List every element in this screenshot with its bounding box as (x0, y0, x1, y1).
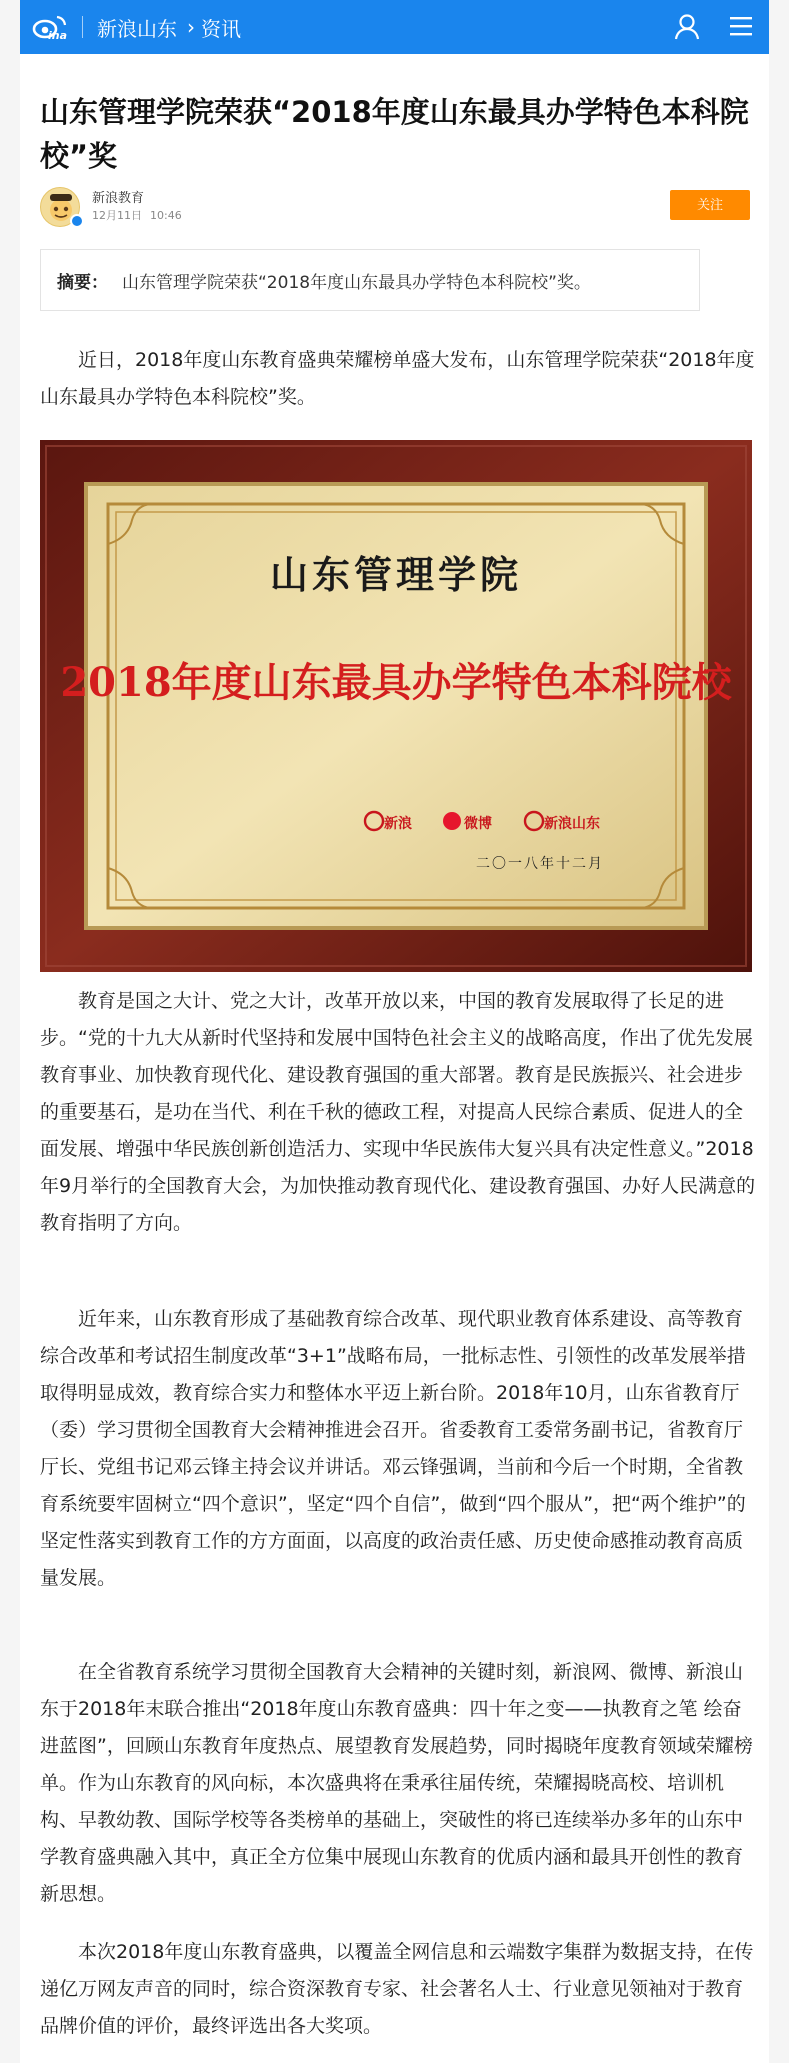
header-divider (82, 16, 83, 38)
author-name[interactable]: 新浪教育 (92, 191, 145, 206)
summary-text: 山东管理学院荣获“2018年度山东最具办学特色本科院校”奖。 (122, 272, 591, 293)
publish-time (92, 208, 182, 224)
follow-button[interactable]: 关注 (670, 190, 750, 220)
breadcrumb (97, 13, 241, 42)
paragraph-5: 本次2018年度山东教育盛典，以覆盖全网信息和云端数字集群为数据支持，在传递亿万网友声音的同时，综合资深教育专家、社会著名人士、行业意见领袖对于教育品牌价值的评价，最终评选出各大奖项。 (40, 1941, 754, 2037)
paragraph-2: 教育是国之大计、党之大计，改革开放以来，中国的教育发展取得了长足的进步。“党的十九大从新时代坚持和发展中国特色社会主义的战略高度，作出了优先发展教育事业、加快教育现代化、建设教育强国的重大部署。教育是民族振兴、社会进步的重要基石，是功在当代、利在千秋的德政工程，对提高人民综合素质、促进人的全面发展、增强中华民族创新创造活力、实现中华民族伟大复兴具有决定性意义。”2018年9月举行的全国教育大会，为加快推动教育现代化、建设教育强国、办好人民满意的教育指明了方向。 (40, 990, 756, 1234)
plaque-school: 山东管理学院 (269, 553, 523, 597)
plaque-award: 2018年度山东最具办学特色本科院校 (60, 659, 732, 706)
top-bar (20, 0, 769, 54)
paragraph-4: 在全省教育系统学习贯彻全国教育大会精神的关键时刻，新浪网、微博、新浪山东于2018年末联合推出“2018年度山东教育盛典：四十年之变——执教育之笔 绘奋进蓝图”，回顾山东教育年度热点、展望教育发展趋势，同时揭晓年度教育领域荣耀榜单。作为山东教育的风向标，本次盛典将在秉承往届传统，荣耀揭晓高校、培训机构、早教幼教、国际学校等各类榜单的基础上，突破性的将已连续举办多年的山东中学教育盛典融入其中，真正全方位集中展现山东教育的优质内涵和最具开创性的教育新思想。 (40, 1661, 753, 1905)
paragraph-3: 近年来，山东教育形成了基础教育综合改革、现代职业教育体系建设、高等教育综合改革和考试招生制度改革“3+1”战略布局，一批标志性、引领性的改革发展举措取得明显成效，教育综合实力和整体水平迈上新台阶。2018年10月，山东省教育厅（委）学习贯彻全国教育大会精神推进会召开。省委教育工委常务副书记，省教育厅厅长、党组书记邓云锋主持会议并讲话。邓云锋强调，当前和今后一个时期，全省教育系统要牢固树立“四个意识”，坚定“四个自信”，做到“四个服从”，把“两个维护”的坚定性落实到教育工作的方方面面，以高度的政治责任感、历史使命感推动教育高质量发展。 (40, 1308, 746, 1589)
breadcrumb-site[interactable]: 新浪山东 (97, 16, 177, 41)
summary-box (40, 249, 700, 311)
article-title: 山东管理学院荣获“2018年度山东最具办学特色本科院校”奖 (40, 95, 749, 173)
menu-icon[interactable] (727, 12, 755, 40)
plaque-date: 二〇一八年十二月 (476, 856, 604, 872)
paragraph-1: 近日，2018年度山东教育盛典荣耀榜单盛大发布，山东管理学院荣获“2018年度山东最具办学特色本科院校”奖。 (40, 349, 755, 408)
breadcrumb-section[interactable]: 资讯 (201, 16, 241, 41)
user-icon[interactable] (673, 12, 701, 40)
summary-label: 摘要： (57, 272, 108, 293)
chevron-right-icon: › (187, 15, 195, 39)
publish-clock: 10:46 (150, 209, 182, 222)
award-plaque-image (40, 440, 752, 972)
article-sheet (20, 0, 769, 2063)
verified-badge-icon (70, 214, 84, 228)
svg-text:ina: ina (48, 29, 68, 42)
author-row (40, 186, 182, 228)
plaque-logo-weibo: 微博 (464, 816, 492, 832)
publish-date: 12月11日 (92, 209, 142, 222)
sina-logo[interactable] (32, 12, 70, 42)
header-icons (673, 12, 755, 40)
plaque-logo-sina-sd: 新浪山东 (544, 816, 600, 832)
author-meta (92, 190, 182, 224)
plaque-logo-sina: 新浪 (384, 816, 412, 832)
